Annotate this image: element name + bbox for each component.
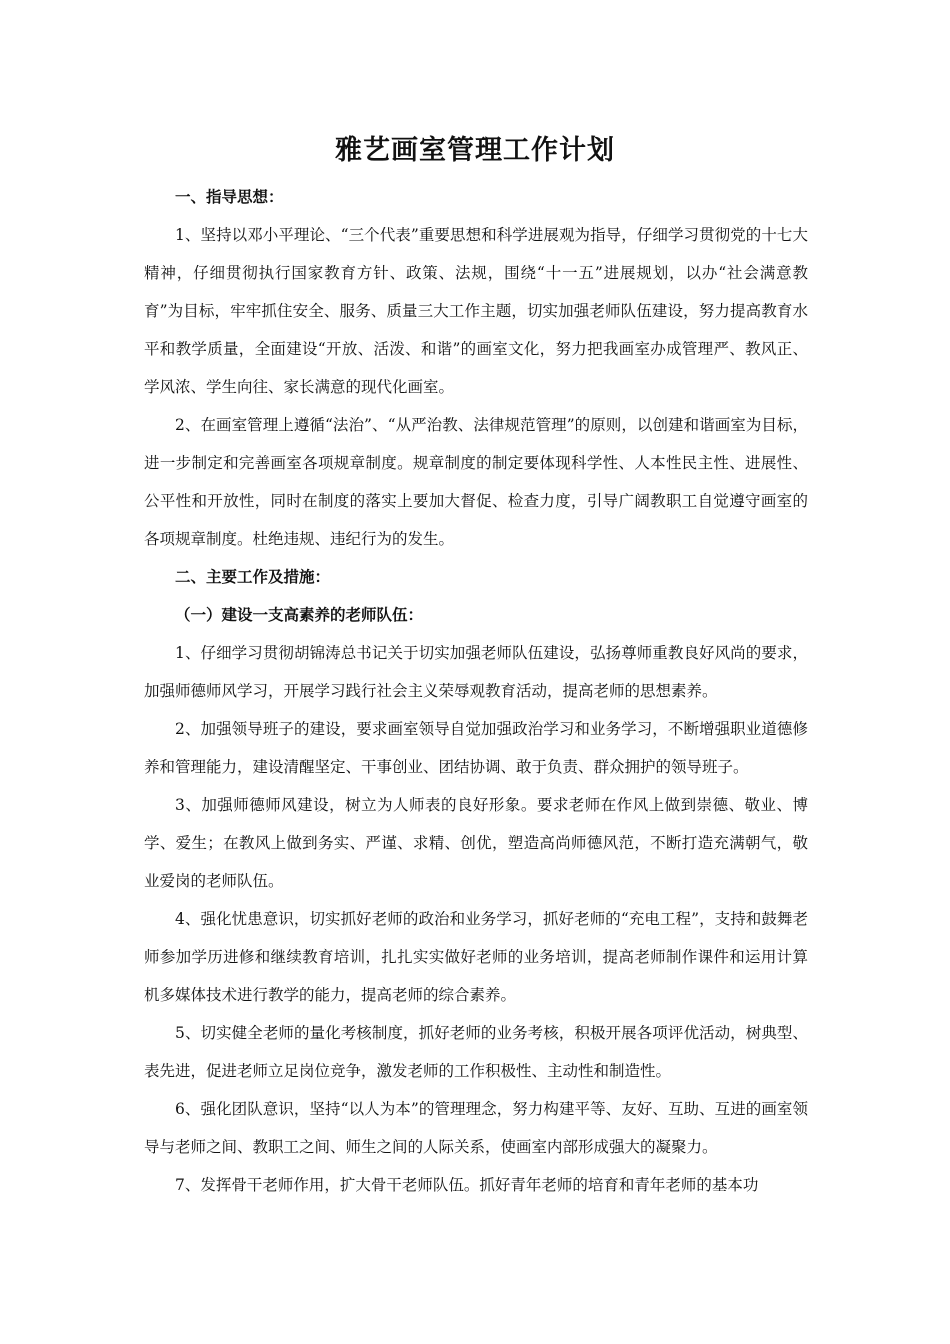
list-item: 3、加强师德师风建设，树立为人师表的良好形象。要求老师在作风上做到崇德、敬业、博学、爱生；在教风上做到务实、严谨、求精、创优，塑造高尚师德风范，不断打造充满朝气，敬业爱岗的老师队伍。 [144,796,808,890]
subsection-heading-teacher-team: （一）建设一支高素养的老师队伍： [175,606,424,624]
section-heading-guiding-ideology: 一、指导思想： [175,188,284,206]
document-body [144,178,808,1204]
list-item: 6、强化团队意识，坚持“以人为本”的管理理念，努力构建平等、友好、互助、互进的画室领导与老师之间、教职工之间、师生之间的人际关系，使画室内部形成强大的凝聚力。 [144,1100,808,1156]
list-item: 7、发挥骨干老师作用，扩大骨干老师队伍。抓好青年老师的培育和青年老师的基本功 [175,1176,759,1194]
paragraph: 1、坚持以邓小平理论、“三个代表”重要思想和科学进展观为指导，仔细学习贯彻党的十七大精神，仔细贯彻执行国家教育方针、政策、法规，围绕“十一五”进展规划，以办“社会满意教育”为目标，牢牢抓住安全、服务、质量三大工作主题，切实加强老师队伍建设，努力提高教育水平和教学质量，全面建设“开放、活泼、和谐”的画室文化，努力把我画室办成管理严、教风正、学风浓、学生向往、家长满意的现代化画室。 [144,226,808,396]
paragraph: 2、在画室管理上遵循“法治”、“从严治教、法律规范管理”的原则，以创建和谐画室为目标，进一步制定和完善画室各项规章制度。规章制度的制定要体现科学性、人本性民主性、进展性、公平性和开放性，同时在制度的落实上要加大督促、检查力度，引导广阔教职工自觉遵守画室的各项规章制度。杜绝违规、违纪行为的发生。 [144,416,808,548]
list-item: 1、仔细学习贯彻胡锦涛总书记关于切实加强老师队伍建设，弘扬尊师重教良好风尚的要求，加强师德师风学习，开展学习践行社会主义荣辱观教育活动，提高老师的思想素养。 [144,644,808,700]
list-item: 4、强化忧患意识，切实抓好老师的政治和业务学习，抓好老师的“充电工程”，支持和鼓舞老师参加学历进修和继续教育培训，扎扎实实做好老师的业务培训，提高老师制作课件和运用计算机多媒体技术进行教学的能力，提高老师的综合素养。 [144,910,808,1004]
section-heading-main-work: 二、主要工作及措施： [175,568,331,586]
document-title: 雅艺画室管理工作计划 [335,135,615,166]
list-item: 5、切实健全老师的量化考核制度，抓好老师的业务考核，积极开展各项评优活动，树典型、表先进，促进老师立足岗位竞争，激发老师的工作积极性、主动性和制造性。 [144,1024,808,1080]
list-item: 2、加强领导班子的建设，要求画室领导自觉加强政治学习和业务学习，不断增强职业道德修养和管理能力，建设清醒坚定、干事创业、团结协调、敢于负责、群众拥护的领导班子。 [144,720,808,776]
